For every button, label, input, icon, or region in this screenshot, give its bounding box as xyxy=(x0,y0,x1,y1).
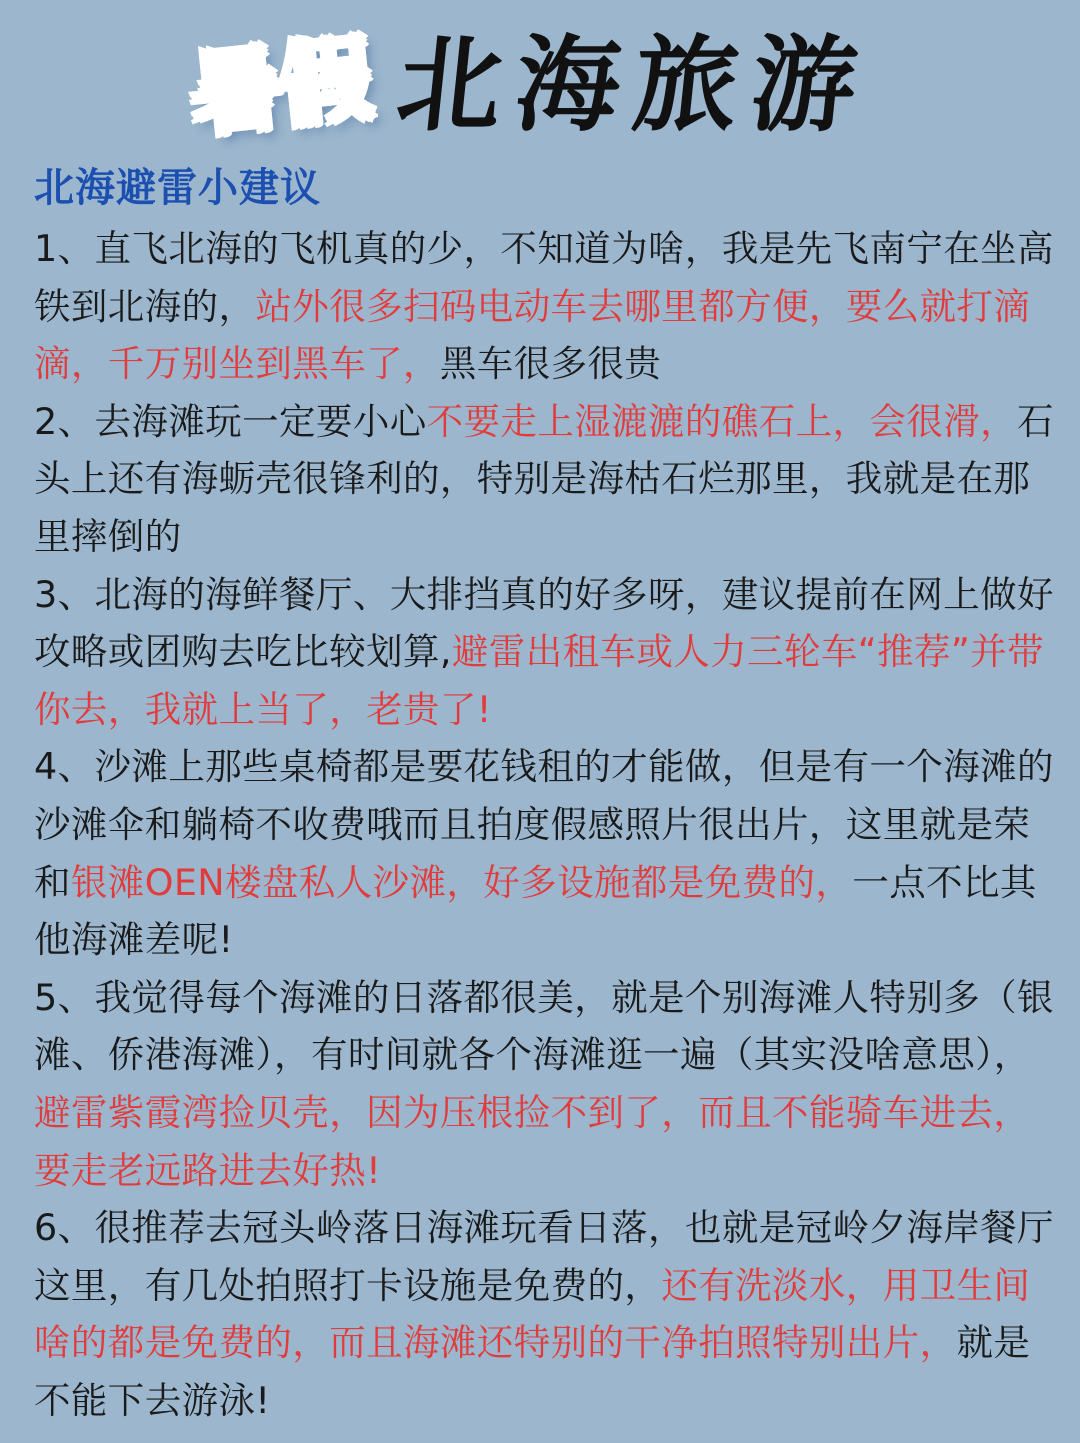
content xyxy=(34,160,1059,1429)
tip-text: 黑车很多很贵 xyxy=(439,342,662,386)
tip-text: 2、去海滩玩一定要小心 xyxy=(34,399,427,443)
tip-text: 石头上还有海蛎壳很锋利的，特别是海枯石烂那里，我就是在那里摔倒的 xyxy=(34,399,1054,558)
tip-highlight: 避雷紫霞湾捡贝壳，因为压根捡不到了，而且不能骑车进去，要走老远路进去好热! xyxy=(34,1090,1031,1192)
badge-text: 暑假 xyxy=(184,24,376,151)
tip-highlight: 还有洗淡水，用卫生间啥的都是免费的，而且海滩还特别的干净拍照特别出片， xyxy=(34,1263,1031,1365)
tip-item xyxy=(34,969,1059,1199)
summer-badge xyxy=(175,22,386,154)
tip-text: 就是不能下去游泳! xyxy=(34,1321,1031,1422)
tip-item xyxy=(34,738,1059,968)
section-subtitle: 北海避雷小建议 xyxy=(34,165,321,211)
tip-item xyxy=(34,220,1059,393)
tip-highlight: 不要走上湿漉漉的礁石上，会很滑， xyxy=(426,399,1018,443)
tip-text: 3、北海的海鲜餐厅、大排挡真的好多呀，建议提前在网上做好攻略或团购去吃比较划算, xyxy=(34,572,1054,674)
tip-item xyxy=(34,1199,1059,1429)
tip-highlight: 银滩OEN楼盘私人沙滩，好多设施都是免费的， xyxy=(70,860,853,904)
tip-text: 一点不比其他海滩差呢! xyxy=(34,860,1037,962)
tip-highlight: 站外很多扫码电动车去哪里都方便，要么就打滴滴，千万别坐到黑车了， xyxy=(34,284,1031,386)
tip-item xyxy=(34,566,1059,739)
tip-text: 4、沙滩上那些桌椅都是要花钱租的才能做，但是有一个海滩的沙滩伞和躺椅不收费哦而且拍度假感照片很出片，这里就是荣和 xyxy=(34,745,1054,904)
tip-highlight: 避雷出租车或人力三轮车“推荐”并带你去，我就上当了，老贵了! xyxy=(34,630,1045,731)
tip-text: 5、我觉得每个海滩的日落都很美，就是个别海滩人特别多（银滩、侨港海滩），有时间就各个海滩逛一遍（其实没啥意思）， xyxy=(34,975,1054,1077)
tip-text: 6、很推荐去冠头岭落日海滩玩看日落，也就是冠岭夕海岸餐厅这里，有几处拍照打卡设施是免费的， xyxy=(34,1206,1054,1307)
tip-item xyxy=(34,393,1059,566)
tip-text: 1、直飞北海的飞机真的少，不知道为啥，我是先飞南宁在坐高铁到北海的， xyxy=(34,227,1054,328)
header xyxy=(0,18,1080,151)
page-title: 北海旅游 xyxy=(391,23,877,146)
tips-list xyxy=(34,220,1059,1429)
